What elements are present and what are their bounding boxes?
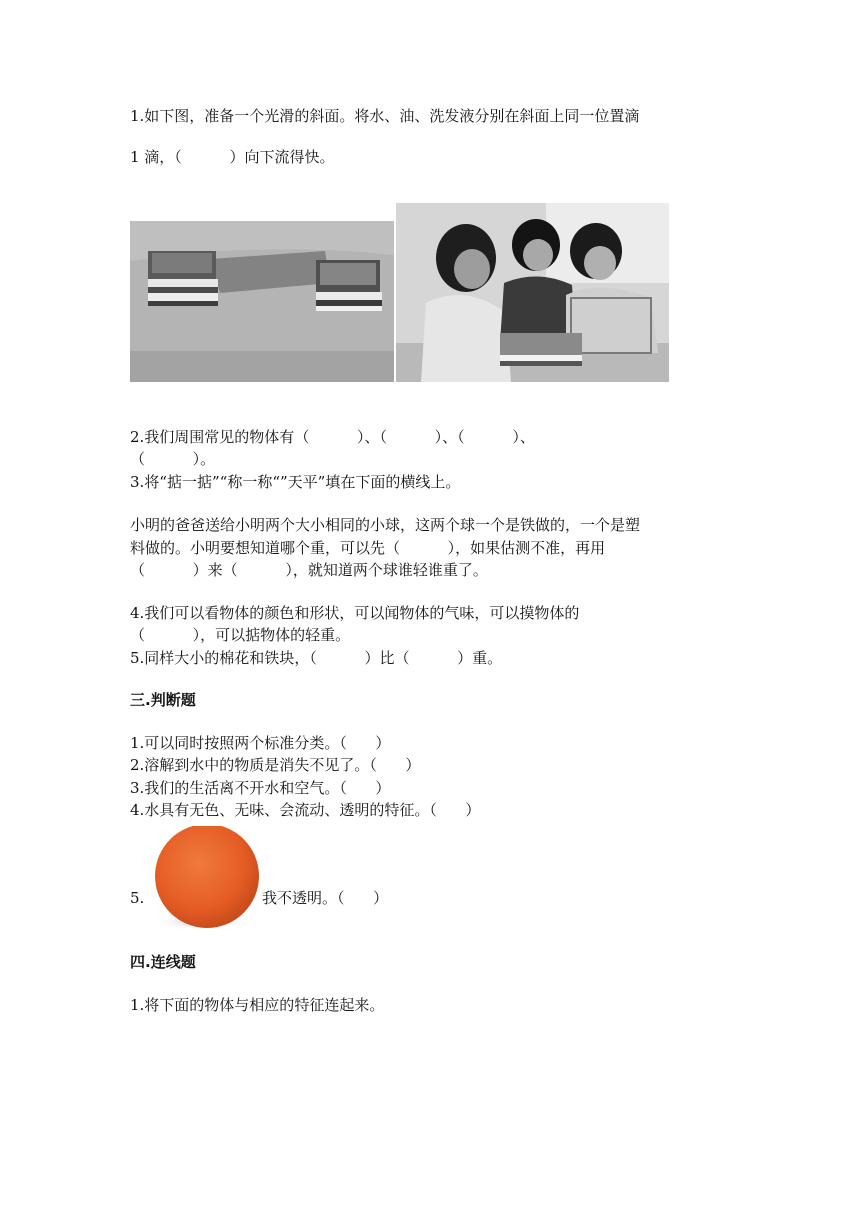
judge-item-4: 4.水具有无色、无味、会流动、透明的特征。（ ）: [130, 801, 481, 819]
incline-books-photo: [130, 221, 394, 382]
judge-item-1: 1.可以同时按照两个标准分类。（ ）: [130, 734, 391, 752]
orange-ball-image: [150, 826, 260, 930]
q3-para-line2: 料做的。小明要想知道哪个重，可以先（ ），如果估测不准，再用: [130, 539, 606, 557]
judge-item-5-text: 我不透明。（ ）: [262, 889, 389, 907]
judge-item-2: 2.溶解到水中的物质是消失不见了。（ ）: [130, 756, 421, 774]
q3-line1: 3.将“掂一掂”“称一称“”天平”填在下面的横线上。: [130, 473, 461, 491]
children-experiment-photo: [396, 203, 669, 382]
judge-item-5-prefix: 5.: [130, 889, 145, 907]
q1-line2: 1 滴，（ ）向下流得快。: [130, 148, 335, 166]
q1-line1: 1.如下图，准备一个光滑的斜面。将水、油、洗发液分别在斜面上同一位置滴: [130, 107, 640, 125]
q4-line1: 4.我们可以看物体的颜色和形状，可以闻物体的气味，可以摸物体的: [130, 604, 580, 622]
q5-line1: 5.同样大小的棉花和铁块，（ ）比（ ）重。: [130, 649, 503, 667]
section4-title: 四.连线题: [130, 953, 196, 971]
judge-item-3: 3.我们的生活离不开水和空气。（ ）: [130, 779, 391, 797]
q4-line2: （ ），可以掂物体的轻重。: [130, 626, 351, 644]
q3-para-line3: （ ）来（ ），就知道两个球谁轻谁重了。: [130, 561, 488, 579]
q3-para-line1: 小明的爸爸送给小明两个大小相同的小球，这两个球一个是铁做的，一个是塑: [130, 516, 641, 534]
q2-line2: （ ）。: [130, 450, 216, 468]
q2-line1: 2.我们周围常见的物体有（ ）、（ ）、（ ）、: [130, 428, 535, 446]
section3-title: 三.判断题: [130, 691, 196, 709]
matching-item-1: 1.将下面的物体与相应的特征连起来。: [130, 996, 385, 1014]
